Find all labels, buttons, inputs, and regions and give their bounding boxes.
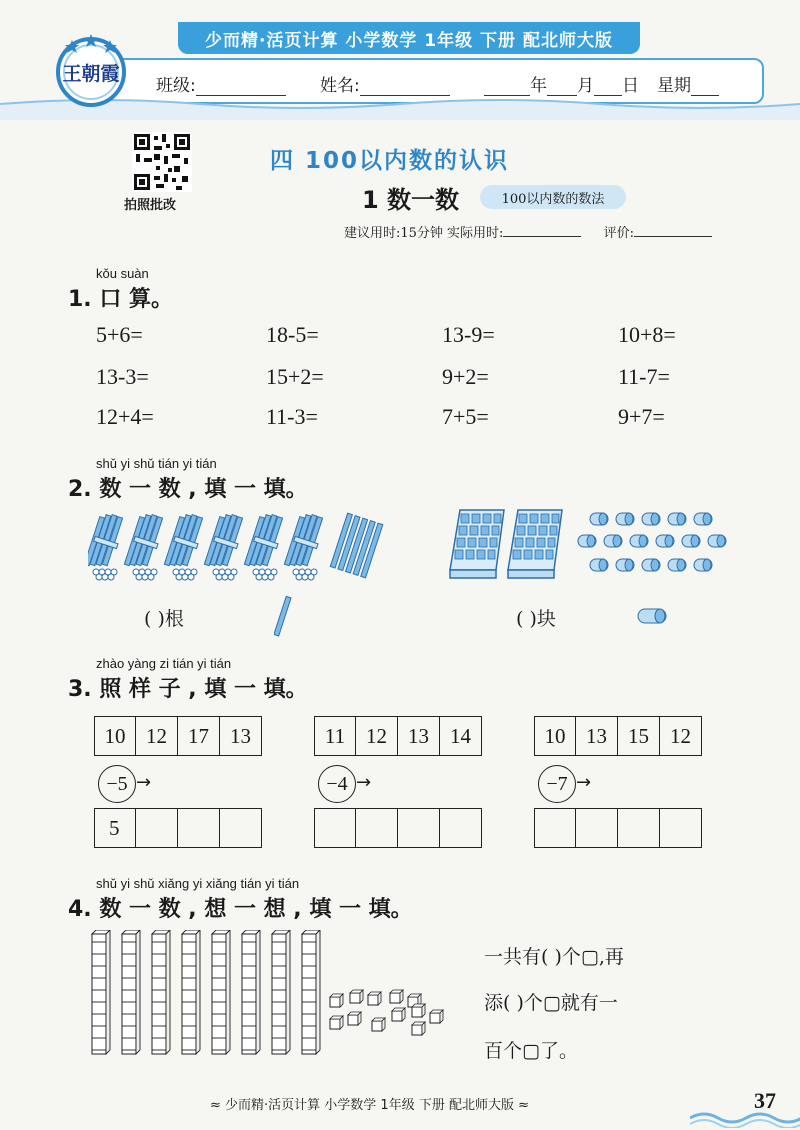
actual-time-blank[interactable]: [503, 224, 581, 237]
cubes-image: [90, 930, 450, 1060]
series-banner: 少而精·活页计算 小学数学 1年级 下册 配北师大版: [178, 22, 640, 54]
q1-pinyin: kǒu suàn: [96, 266, 149, 281]
block-icon: [636, 606, 670, 626]
qr-code[interactable]: [132, 132, 192, 192]
rating-label: 评价:: [603, 226, 634, 241]
q4-line-3-tail: 了。: [539, 1040, 578, 1062]
q1-expr: 12+4=: [96, 404, 154, 429]
q3-title: 3. 照 样 子 , 填 一 填。: [68, 677, 308, 702]
answer-cell[interactable]: [618, 808, 660, 848]
answer-cell[interactable]: [220, 808, 262, 848]
cube-icon: ▢: [542, 992, 561, 1014]
name-label: 姓名:: [320, 76, 360, 96]
page-number: 37: [754, 1088, 776, 1113]
answer-cell[interactable]: [398, 808, 440, 848]
number-cell: 12: [136, 716, 178, 756]
q1-expr: 10+8=: [618, 322, 676, 347]
unit-title: 四 100以内数的认识: [270, 148, 510, 174]
q3-group-3-top-row: [534, 716, 702, 756]
q4-line-3: [484, 1036, 578, 1063]
number-cell: 13: [398, 716, 440, 756]
month-label: 月: [577, 76, 594, 96]
add-count-blank[interactable]: 添( )个: [484, 992, 543, 1014]
q1-expr: 7+5=: [442, 404, 489, 429]
svg-text:王朝霞: 王朝霞: [62, 63, 120, 85]
rating-blank[interactable]: [634, 224, 712, 237]
q4-line-3-head: 百个: [484, 1040, 523, 1062]
number-cell: 13: [220, 716, 262, 756]
arrow-icon: →: [356, 772, 372, 793]
q3-group-3-operator: −7: [538, 765, 576, 803]
timing-text: 建议用时:15分钟 实际用时:: [344, 226, 504, 241]
q4-title: 4. 数 一 数 , 想 一 想 , 填 一 填。: [68, 897, 413, 922]
q3-group-3-bottom-row: [534, 808, 702, 848]
brand-logo: [52, 30, 130, 108]
answer-cell[interactable]: [136, 808, 178, 848]
q3-group-2-bottom-row: [314, 808, 482, 848]
arrow-icon: →: [576, 772, 592, 793]
number-cell: 11: [314, 716, 356, 756]
q4-line-2-tail: 就有一: [560, 992, 618, 1014]
q1-expr: 9+7=: [618, 404, 665, 429]
number-cell: 12: [356, 716, 398, 756]
blocks-image: [446, 508, 746, 580]
answer-cell[interactable]: [178, 808, 220, 848]
qr-label: 拍照批改: [124, 198, 177, 213]
footer-wave: [690, 1108, 800, 1128]
stick-icon: [274, 594, 292, 638]
q2-title: 2. 数 一 数 , 填 一 填。: [68, 477, 308, 502]
arrow-icon: →: [136, 772, 152, 793]
number-cell: 15: [618, 716, 660, 756]
sticks-answer-blank[interactable]: ( )根: [144, 608, 184, 630]
number-cell: 13: [576, 716, 618, 756]
q3-group-1-operator: −5: [98, 765, 136, 803]
q1-expr: 5+6=: [96, 322, 143, 347]
q4-line-1: [484, 942, 624, 969]
answer-cell[interactable]: [534, 808, 576, 848]
q4-pinyin: shǔ yi shǔ xiǎng yi xiǎng tián yi tián: [96, 876, 300, 891]
q1-expr: 15+2=: [266, 364, 324, 389]
q1-expr: 18-5=: [266, 322, 319, 347]
q1-title: 1. 口 算。: [68, 287, 173, 312]
answer-cell[interactable]: [314, 808, 356, 848]
answer-cell[interactable]: [576, 808, 618, 848]
answer-cell[interactable]: [660, 808, 702, 848]
week-label: 星期: [657, 76, 691, 96]
q3-group-2-operator: −4: [318, 765, 356, 803]
number-cell: 14: [440, 716, 482, 756]
answer-cell[interactable]: [356, 808, 398, 848]
q1-expr: 11-3=: [266, 404, 318, 429]
class-field[interactable]: [156, 71, 286, 96]
date-field[interactable]: [484, 71, 719, 96]
answer-cell[interactable]: 5: [94, 808, 136, 848]
number-cell: 10: [94, 716, 136, 756]
timing-line: [344, 222, 712, 241]
footer-text: ≈ 少而精·活页计算 小学数学 1年级 下册 配北师大版 ≈: [210, 1098, 529, 1113]
cube-icon: ▢: [580, 946, 599, 968]
answer-cell[interactable]: [440, 808, 482, 848]
q2-pinyin: shǔ yi shǔ tián yi tián: [96, 456, 217, 471]
q1-expr: 11-7=: [618, 364, 670, 389]
year-label: 年: [530, 76, 547, 96]
stick-bundles-image: [88, 510, 398, 584]
name-field[interactable]: [320, 71, 450, 96]
number-cell: 12: [660, 716, 702, 756]
blocks-answer-blank[interactable]: ( )块: [516, 608, 556, 630]
total-count-blank[interactable]: 一共有( )个: [484, 946, 581, 968]
lesson-tag: 100以内数的数法: [480, 185, 626, 209]
number-cell: 10: [534, 716, 576, 756]
q3-group-1-bottom-row: [94, 808, 262, 848]
q4-line-2: [484, 988, 618, 1015]
class-label: 班级:: [156, 76, 196, 96]
q3-group-2-top-row: [314, 716, 482, 756]
day-label: 日: [622, 76, 639, 96]
cube-icon: ▢: [522, 1040, 540, 1062]
q3-group-1-top-row: [94, 716, 262, 756]
q1-expr: 13-9=: [442, 322, 495, 347]
q3-pinyin: zhào yàng zi tián yi tián: [96, 656, 232, 671]
q4-line-1-tail: ,再: [598, 946, 624, 968]
number-cell: 17: [178, 716, 220, 756]
q1-expr: 9+2=: [442, 364, 489, 389]
q1-expr: 13-3=: [96, 364, 149, 389]
lesson-title: 1 数一数: [362, 186, 460, 214]
